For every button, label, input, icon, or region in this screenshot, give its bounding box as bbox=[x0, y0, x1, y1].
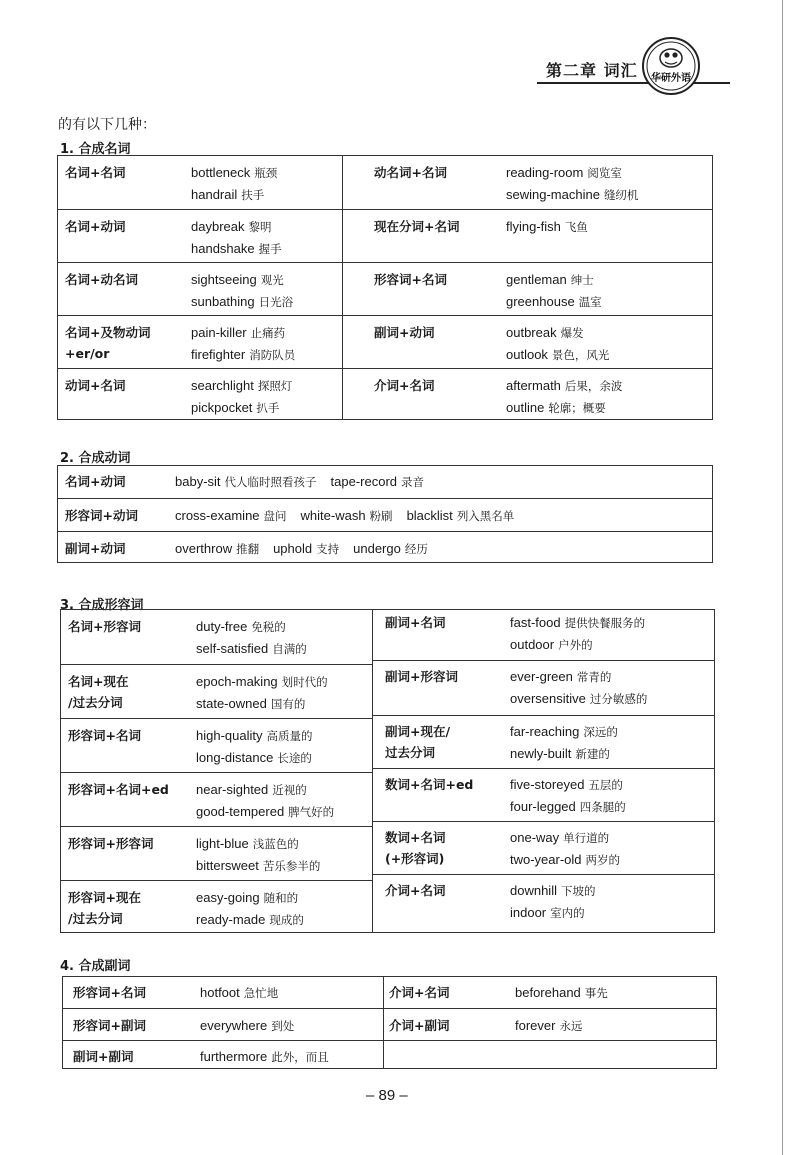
compound-adverbs-table bbox=[62, 976, 717, 1069]
example-list: baby-sit 代人临时照看孩子 tape-record 录音 bbox=[175, 474, 425, 489]
category-label: 介词+名词 bbox=[374, 378, 435, 393]
category-label: 副词+动词 bbox=[65, 541, 126, 556]
category-label: 动词+名词 bbox=[65, 378, 126, 393]
compound-verbs-table bbox=[57, 465, 713, 563]
table-row bbox=[373, 821, 715, 875]
table-row bbox=[63, 1040, 716, 1071]
table-row bbox=[58, 315, 712, 369]
table-row bbox=[61, 826, 372, 881]
category-label: 名词+动词 bbox=[65, 474, 126, 489]
table-row bbox=[61, 664, 372, 719]
right-column bbox=[373, 610, 715, 934]
table-row bbox=[58, 209, 712, 263]
example-item: forever 永远 bbox=[515, 1018, 583, 1033]
category-label: 形容词+副词 bbox=[73, 1018, 146, 1033]
category-label: 数词+名词+ed bbox=[385, 777, 474, 792]
category-label: 形容词+名词+ed bbox=[68, 782, 169, 797]
example-list: bottleneck 瓶颈 handrail 扶手 bbox=[191, 165, 278, 202]
example-item: beforehand 事先 bbox=[515, 985, 608, 1000]
example-list: gentleman 绅士 greenhouse 温室 bbox=[506, 272, 602, 309]
example-list: near-sighted 近视的 good-tempered 脾气好的 bbox=[196, 782, 335, 819]
logo-text: 华研外语 bbox=[651, 73, 691, 84]
category-label: 形容词+名词 bbox=[73, 985, 146, 1000]
category-label: 形容词+名词 bbox=[68, 728, 141, 743]
table-row bbox=[58, 531, 712, 565]
example-list: reading-room 阅览室 sewing-machine 缝纫机 bbox=[506, 165, 639, 202]
table-row bbox=[373, 768, 715, 822]
example-list: searchlight 探照灯 pickpocket 扒手 bbox=[191, 378, 293, 415]
table-row bbox=[373, 715, 715, 769]
table-row bbox=[373, 610, 715, 660]
category-label: 形容词+动词 bbox=[65, 508, 138, 523]
category-label: 名词+现在 /过去分词 bbox=[68, 674, 129, 710]
left-column bbox=[61, 610, 372, 934]
section-title-compound-adjectives: 3. 合成形容词 bbox=[60, 598, 144, 613]
publisher-logo bbox=[641, 36, 701, 96]
example-list: daybreak 黎明 handshake 握手 bbox=[191, 219, 282, 256]
example-list: pain-killer 止痛药 firefighter 消防队员 bbox=[191, 325, 296, 362]
table-row bbox=[61, 718, 372, 773]
category-label: 介词+名词 bbox=[385, 883, 446, 898]
example-list: flying-fish 飞鱼 bbox=[506, 219, 588, 234]
example-list: one-way 单行道的 two-year-old 两岁的 bbox=[510, 830, 621, 867]
category-label: 副词+名词 bbox=[385, 615, 446, 630]
section-title-compound-adverbs: 4. 合成副词 bbox=[60, 959, 131, 974]
category-label: 副词+动词 bbox=[374, 325, 435, 340]
example-list: cross-examine 盘问 white-wash 粉刷 blacklist 列入黑名单 bbox=[175, 508, 515, 523]
category-label: 形容词+名词 bbox=[374, 272, 447, 287]
category-label: 形容词+现在 /过去分词 bbox=[68, 890, 141, 926]
category-label: 动名词+名词 bbox=[374, 165, 447, 180]
example-list: duty-free 免税的 self-satisfied 自满的 bbox=[196, 619, 307, 656]
table-row bbox=[61, 772, 372, 827]
table-row bbox=[58, 498, 712, 532]
example-list: epoch-making 划时代的 state-owned 国有的 bbox=[196, 674, 328, 711]
example-list: far-reaching 深远的 newly-built 新建的 bbox=[510, 724, 618, 761]
example-list: high-quality 高质量的 long-distance 长途的 bbox=[196, 728, 313, 765]
table-row bbox=[373, 660, 715, 716]
table-row bbox=[61, 880, 372, 935]
category-label: 介词+副词 bbox=[389, 1018, 450, 1033]
category-label: 副词+形容词 bbox=[385, 669, 458, 684]
example-list: fast-food 提供快餐服务的 outdoor 户外的 bbox=[510, 615, 646, 652]
example-list: sightseeing 观光 sunbathing 日光浴 bbox=[191, 272, 294, 309]
example-item: furthermore 此外，而且 bbox=[200, 1049, 329, 1064]
example-list: easy-going 随和的 ready-made 现成的 bbox=[196, 890, 304, 927]
category-label: 形容词+形容词 bbox=[68, 836, 154, 851]
section-title-compound-verbs: 2. 合成动词 bbox=[60, 451, 131, 466]
category-label: 名词+名词 bbox=[65, 165, 126, 180]
header-underline bbox=[537, 82, 730, 84]
compound-adjectives-table bbox=[60, 609, 715, 933]
table-row bbox=[58, 368, 712, 422]
table-row bbox=[58, 466, 712, 498]
example-list: light-blue 浅蓝色的 bittersweet 苦乐参半的 bbox=[196, 836, 321, 873]
example-list: five-storeyed 五层的 four-legged 四条腿的 bbox=[510, 777, 626, 814]
page-number: – 89 – bbox=[366, 1087, 408, 1104]
compound-nouns-table bbox=[57, 155, 713, 420]
example-list: overthrow 推翻 uphold 支持 undergo 经历 bbox=[175, 541, 428, 556]
table-row bbox=[63, 1008, 716, 1041]
table-row bbox=[58, 262, 712, 316]
table-row bbox=[63, 977, 716, 1008]
category-label: 名词+动名词 bbox=[65, 272, 138, 287]
category-label: 名词+形容词 bbox=[68, 619, 141, 634]
example-item: hotfoot 急忙地 bbox=[200, 985, 279, 1000]
category-label: 副词+副词 bbox=[73, 1049, 134, 1064]
example-list: outbreak 爆发 outlook 景色，风光 bbox=[506, 325, 610, 362]
section-title-compound-nouns: 1. 合成名词 bbox=[60, 142, 131, 157]
category-label: 名词+动词 bbox=[65, 219, 126, 234]
category-label: 数词+名词 (+形容词) bbox=[385, 830, 446, 866]
example-list: ever-green 常青的 oversensitive 过分敏感的 bbox=[510, 669, 648, 706]
intro-text: 的有以下几种： bbox=[58, 117, 156, 133]
category-label: 名词+及物动词 +er/or bbox=[65, 325, 151, 361]
category-label: 现在分词+名词 bbox=[374, 219, 460, 234]
example-list: aftermath 后果，余波 outline 轮廓；概要 bbox=[506, 378, 623, 415]
table-row bbox=[58, 156, 712, 209]
example-list: downhill 下坡的 indoor 室内的 bbox=[510, 883, 596, 920]
example-item: everywhere 到处 bbox=[200, 1018, 295, 1033]
page-edge-line bbox=[782, 0, 783, 1155]
chapter-title: 第二章 词汇 bbox=[546, 61, 638, 80]
category-label: 副词+现在/ 过去分词 bbox=[385, 724, 451, 760]
table-row bbox=[373, 874, 715, 935]
category-label: 介词+名词 bbox=[389, 985, 450, 1000]
table-row bbox=[61, 610, 372, 664]
